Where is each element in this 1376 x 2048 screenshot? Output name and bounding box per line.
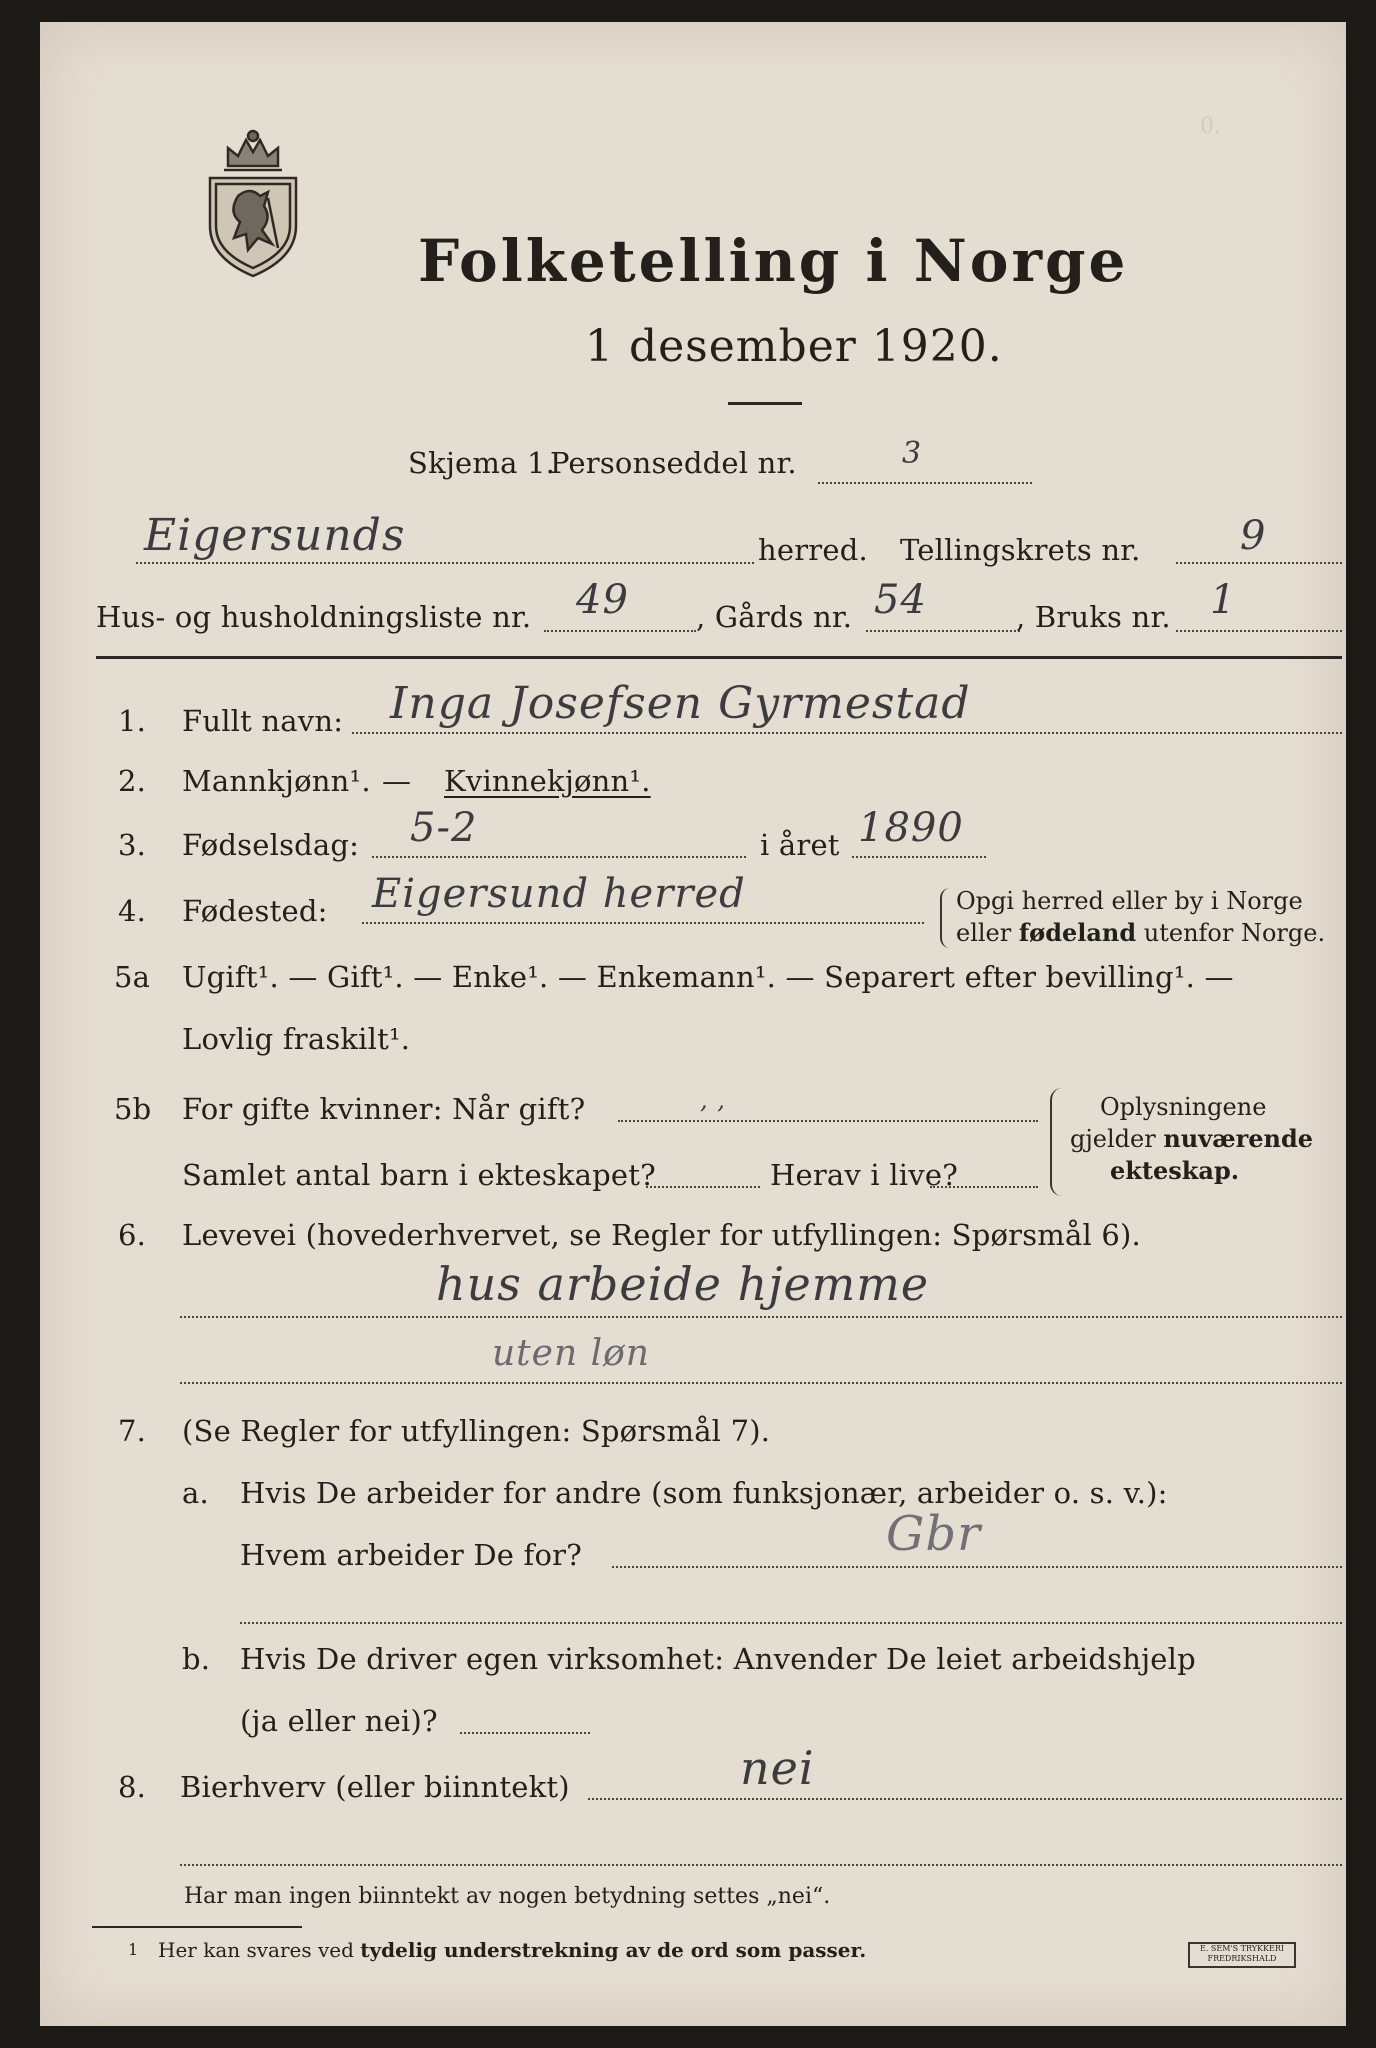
q2-male[interactable]: Mannkjønn¹. bbox=[182, 764, 371, 798]
q8-number: 8. bbox=[118, 1770, 147, 1804]
bleed-through-mark: 0. bbox=[1200, 114, 1221, 139]
footnote-mark: 1 bbox=[128, 1940, 139, 1959]
tellingskrets-value[interactable]: 9 bbox=[1240, 513, 1267, 559]
q7b-letter: b. bbox=[182, 1642, 211, 1676]
q5b-note-line3: ekteskap. bbox=[1110, 1156, 1240, 1185]
birthplace-value[interactable]: Eigersund herred bbox=[372, 871, 746, 917]
q5a-number: 5a bbox=[114, 960, 151, 994]
q7-number: 7. bbox=[118, 1414, 147, 1448]
q7a-line1: Hvis De arbeider for andre (som funksjonær, arbeider o. s. v.): bbox=[240, 1476, 1168, 1510]
q5b-alive-label: Herav i live? bbox=[770, 1158, 958, 1192]
personseddel-value[interactable]: 3 bbox=[902, 436, 923, 471]
q4-note-line2: eller fødeland utenfor Norge. bbox=[956, 918, 1326, 947]
q6-line1 bbox=[180, 1316, 1342, 1318]
q5a-divorced-option[interactable]: Lovlig fraskilt¹. bbox=[182, 1022, 411, 1056]
q4-line bbox=[362, 922, 924, 924]
q4-note-bracket bbox=[940, 888, 950, 948]
herred-line bbox=[136, 562, 754, 564]
q8-label: Bierhverv (eller biinntekt) bbox=[180, 1770, 570, 1804]
q1-line bbox=[352, 732, 1342, 734]
q5b-note-bracket bbox=[1050, 1088, 1062, 1196]
norway-coat-of-arms-icon bbox=[198, 126, 308, 278]
side-income-value[interactable]: nei bbox=[740, 1741, 815, 1795]
footnote-text: Her kan svares ved tydelig understrekning av de ord som passer. bbox=[158, 1938, 867, 1962]
household-list-line bbox=[544, 630, 696, 632]
q5b-children-label: Samlet antal barn i ekteskapet? bbox=[182, 1158, 656, 1192]
header-separator bbox=[96, 656, 1342, 659]
q5b-alive-line bbox=[930, 1186, 1038, 1188]
q7a-extra-line bbox=[240, 1622, 1342, 1624]
household-list-label: Hus- og husholdningsliste nr. bbox=[96, 600, 532, 634]
tellingskrets-label: Tellingskrets nr. bbox=[900, 533, 1141, 567]
gards-label: , Gårds nr. bbox=[696, 600, 853, 634]
q5b-note-line2: gjelder nuværende bbox=[1070, 1124, 1314, 1153]
q8-extra-line bbox=[180, 1864, 1342, 1866]
q4-label: Fødested: bbox=[182, 894, 328, 928]
q6-line2 bbox=[180, 1382, 1342, 1384]
census-form-page bbox=[40, 22, 1346, 2026]
q7a-line2: Hvem arbeider De for? bbox=[240, 1538, 582, 1572]
q5b-children-line bbox=[646, 1186, 760, 1188]
q7a-letter: a. bbox=[182, 1476, 209, 1510]
census-date: 1 desember 1920. bbox=[585, 321, 1003, 372]
bruks-line bbox=[1176, 630, 1342, 632]
q2-separator: — bbox=[382, 764, 412, 798]
bruks-value[interactable]: 1 bbox=[1210, 577, 1237, 623]
tellingskrets-line bbox=[1176, 562, 1342, 564]
q3-birthday-line bbox=[372, 856, 746, 858]
q6-number: 6. bbox=[118, 1218, 147, 1252]
q5a-marital-options[interactable]: Ugift¹. — Gift¹. — Enke¹. — Enkemann¹. — Separert efter bevilling¹. — bbox=[182, 960, 1234, 994]
schema-label: Skjema 1. bbox=[408, 446, 556, 480]
q5b-married-label: For gifte kvinner: Når gift? bbox=[182, 1092, 586, 1126]
q6-label: Levevei (hovederhvervet, se Regler for utfyllingen: Spørsmål 6). bbox=[182, 1218, 1141, 1252]
employer-value[interactable]: Gbr bbox=[886, 1506, 982, 1562]
q3-year-label: i året bbox=[760, 828, 840, 862]
q7-label: (Se Regler for utfyllingen: Spørsmål 7). bbox=[182, 1414, 771, 1448]
footer-note: Har man ingen biinntekt av nogen betydning settes „nei“. bbox=[184, 1884, 831, 1909]
form-title: Folketelling i Norge bbox=[418, 227, 1129, 295]
q2-number: 2. bbox=[118, 764, 147, 798]
herred-label: herred. bbox=[758, 533, 868, 567]
herred-value[interactable]: Eigersunds bbox=[144, 510, 406, 561]
full-name-value[interactable]: Inga Josefsen Gyrmestad bbox=[390, 678, 971, 729]
q1-number: 1. bbox=[118, 704, 147, 738]
birth-year-value[interactable]: 1890 bbox=[858, 805, 964, 851]
q4-number: 4. bbox=[118, 894, 147, 928]
occupation-value-line1[interactable]: hus arbeide hjemme bbox=[436, 1257, 930, 1311]
gards-line bbox=[866, 630, 1020, 632]
q5b-married-line bbox=[618, 1120, 1038, 1122]
q1-label: Fullt navn: bbox=[182, 704, 344, 738]
birthday-value[interactable]: 5-2 bbox=[410, 805, 478, 851]
printer-stamp bbox=[1188, 1942, 1296, 1968]
q8-line bbox=[588, 1798, 1342, 1800]
q5b-number: 5b bbox=[114, 1092, 152, 1126]
bruks-label: , Bruks nr. bbox=[1016, 600, 1171, 634]
q7a-line bbox=[612, 1566, 1342, 1568]
personseddel-line bbox=[818, 482, 1032, 484]
gards-value[interactable]: 54 bbox=[874, 577, 927, 623]
q7b-line1: Hvis De driver egen virksomhet: Anvender De leiet arbeidshjelp bbox=[240, 1642, 1196, 1676]
q3-number: 3. bbox=[118, 828, 147, 862]
printer-stamp-line2: FREDRIKSHALD bbox=[1207, 1954, 1277, 1963]
printer-stamp-line1: E. SEM'S TRYKKERI bbox=[1199, 1944, 1285, 1953]
household-list-value[interactable]: 49 bbox=[576, 577, 629, 623]
footnote-divider bbox=[92, 1926, 302, 1928]
title-divider bbox=[728, 402, 802, 405]
q3-year-line bbox=[852, 856, 986, 858]
q3-label: Fødselsdag: bbox=[182, 828, 360, 862]
married-date-value[interactable]: , , bbox=[700, 1086, 726, 1114]
q7b-line2: (ja eller nei)? bbox=[240, 1704, 438, 1738]
q4-note-line1: Opgi herred eller by i Norge bbox=[956, 887, 1303, 915]
occupation-value-line2[interactable]: uten løn bbox=[492, 1333, 650, 1374]
personseddel-label: Personseddel nr. bbox=[550, 446, 797, 480]
q7b-line bbox=[460, 1732, 590, 1734]
q5b-note-line1: Oplysningene bbox=[1100, 1093, 1267, 1121]
q2-female-selected[interactable]: Kvinnekjønn¹. bbox=[444, 764, 651, 798]
